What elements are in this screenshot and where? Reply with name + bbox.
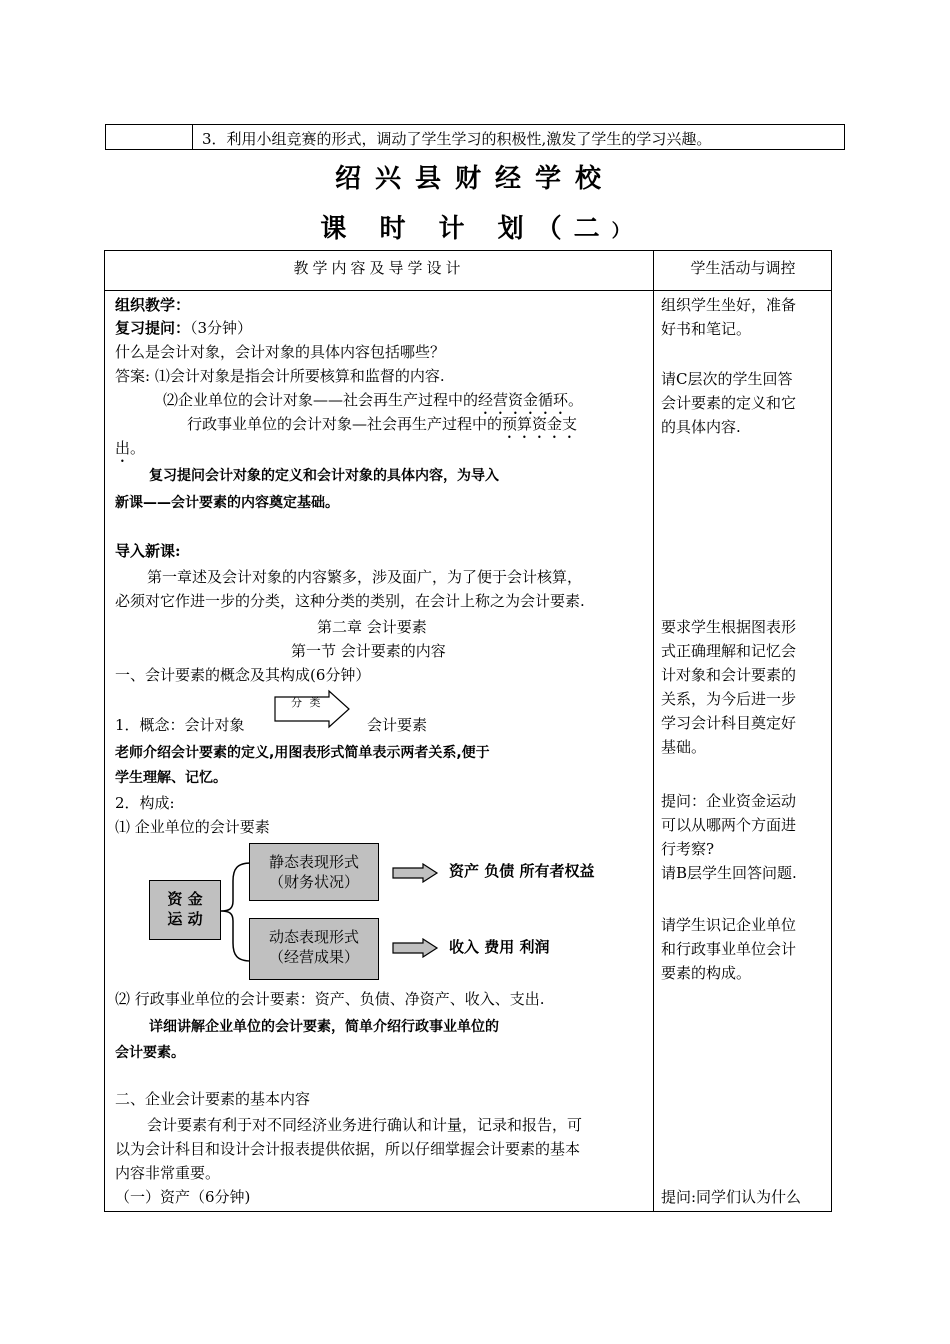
dynamic-form-a: 动态表现形式	[268, 928, 359, 946]
diagram-brace-icon	[219, 861, 253, 963]
answer-3-end: 。	[130, 439, 146, 457]
teacher-note-1b: 新课——会计要素的内容奠定基础。	[115, 495, 339, 511]
fund-movement-b: 运 动	[167, 910, 203, 928]
activity-2b: 会计要素的定义和它	[661, 394, 797, 412]
school-title: 绍兴县财经学校	[334, 164, 615, 194]
answer-3-pre: 行政事业单位的会计对象—社会再生产过程中的	[187, 415, 503, 433]
column-divider	[653, 251, 654, 1211]
review-time: （3分钟）	[190, 319, 253, 337]
part-2-heading: 二、企业会计要素的基本内容	[115, 1090, 311, 1108]
static-result: 资产 负债 所有者权益	[449, 862, 595, 880]
activity-3c: 计对象和会计要素的	[661, 666, 797, 684]
admin-elements: ⑵ 行政事业单位的会计要素：资产、负债、净资产、收入、支出.	[115, 990, 545, 1008]
review-question: 什么是会计对象，会计对象的具体内容包括哪些？	[115, 343, 446, 361]
dynamic-arrow-icon	[391, 938, 439, 958]
activity-6a: 提问:同学们认为什么	[661, 1188, 802, 1206]
plan-title	[0, 208, 950, 245]
previous-table-row	[105, 124, 845, 150]
teacher-note-3a: 详细讲解企业单位的会计要素，简单介绍行政事业单位的	[149, 1019, 499, 1035]
fund-movement-box	[149, 880, 221, 940]
answer-2-pre: ⑵企业单位的会计对象——社会再生产过程中的	[163, 391, 479, 409]
review-line	[115, 318, 252, 338]
activity-2a: 请C层次的学生回答	[661, 370, 793, 388]
plan-title-close: ）	[611, 221, 630, 242]
chapter-title: 第二章 会计要素	[317, 618, 427, 636]
teacher-note-1a: 复习提问会计对象的定义和会计对象的具体内容，为导入	[149, 468, 499, 484]
activity-2c: 的具体内容.	[661, 418, 741, 436]
part-1-heading: 一、会计要素的概念及其构成(6分钟）	[115, 666, 371, 684]
static-arrow-icon	[391, 863, 439, 883]
teacher-note-2a: 老师介绍会计要素的定义,用图表形式简单表示两者关系,便于	[115, 745, 490, 761]
concept-post: 会计要素	[367, 716, 428, 734]
answer-3	[187, 414, 577, 442]
concept-pre: 1．概念：会计对象	[115, 716, 245, 734]
intro-line-a: 第一章述及会计对象的内容繁多，涉及面广，为了便于会计核算，	[147, 568, 583, 586]
dynamic-form-box	[249, 918, 379, 980]
answer-2-emph: 经营资金循环	[478, 391, 569, 409]
activity-4c: 行考察?	[661, 840, 715, 858]
classify-arrow-label: 分 类	[291, 696, 323, 709]
review-label: 复习提问：	[115, 319, 191, 337]
static-form-b: （财务状况）	[268, 873, 359, 891]
activity-3a: 要求学生根据图表形	[661, 618, 797, 636]
activity-3e: 学习会计科目奠定好	[661, 714, 797, 732]
dynamic-result: 收入 费用 利润	[449, 938, 550, 956]
activity-5a: 请学生识记企业单位	[661, 916, 797, 934]
dynamic-form-b: （经营成果）	[268, 948, 359, 966]
asset-heading: （一）资产（6分钟)	[115, 1188, 251, 1206]
fund-movement-a: 资 金	[167, 890, 203, 908]
activity-3f: 基础。	[661, 738, 707, 756]
activity-3b: 式正确理解和记忆会	[661, 642, 797, 660]
answer-3-cont	[115, 438, 145, 466]
section-title: 第一节 会计要素的内容	[291, 642, 446, 660]
activity-4b: 可以从哪两个方面进	[661, 816, 797, 834]
answer-1: 答案: ⑴会计对象是指会计所要核算和监督的内容.	[115, 367, 445, 385]
activity-3d: 关系，为今后进一步	[661, 690, 797, 708]
lesson-plan-table	[104, 250, 832, 1212]
activity-4a: 提问：企业资金运动	[661, 792, 797, 810]
header-content-design: 教学内容及导学设计	[293, 259, 465, 277]
basic-content-b: 以为会计科目和设计会计报表提供依据，所以仔细掌握会计要素的基本	[115, 1140, 581, 1158]
answer-2-post: 。	[568, 391, 584, 409]
activity-1a: 组织学生坐好，准备	[661, 296, 797, 314]
summary-item-3: 3．利用小组竞赛的形式，调动了学生学习的积极性,激发了学生的学习兴趣。	[202, 130, 712, 148]
enterprise-elements: ⑴ 企业单位的会计要素	[115, 818, 270, 836]
intro-line-b: 必须对它作进一步的分类，这种分类的类别，在会计上称之为会计要素.	[115, 592, 585, 610]
activity-5c: 要素的构成。	[661, 964, 752, 982]
static-form-box	[249, 843, 379, 901]
cell-divider	[192, 125, 193, 149]
teacher-note-3b: 会计要素。	[115, 1045, 185, 1061]
composition-label: 2．构成:	[115, 794, 175, 812]
activity-5b: 和行政事业单位会计	[661, 940, 797, 958]
plan-title-text: 课 时 计 划（二	[320, 214, 612, 244]
basic-content-a: 会计要素有利于对不同经济业务进行确认和计量，记录和报告，可	[147, 1116, 583, 1134]
static-form-a: 静态表现形式	[268, 853, 359, 871]
org-label: 组织教学：	[115, 296, 191, 314]
activity-1b: 好书和笔记。	[661, 320, 752, 338]
teacher-note-2b: 学生理解、记忆。	[115, 770, 227, 786]
answer-3-emph: 预算资金支	[502, 415, 578, 433]
header-divider	[105, 290, 831, 291]
answer-3-cont-emph: 出	[115, 439, 131, 457]
basic-content-c: 内容非常重要。	[115, 1164, 221, 1182]
intro-label: 导入新课:	[115, 542, 181, 560]
activity-4d: 请B层学生回答问题.	[661, 864, 797, 882]
header-student-activity: 学生活动与调控	[690, 259, 796, 277]
